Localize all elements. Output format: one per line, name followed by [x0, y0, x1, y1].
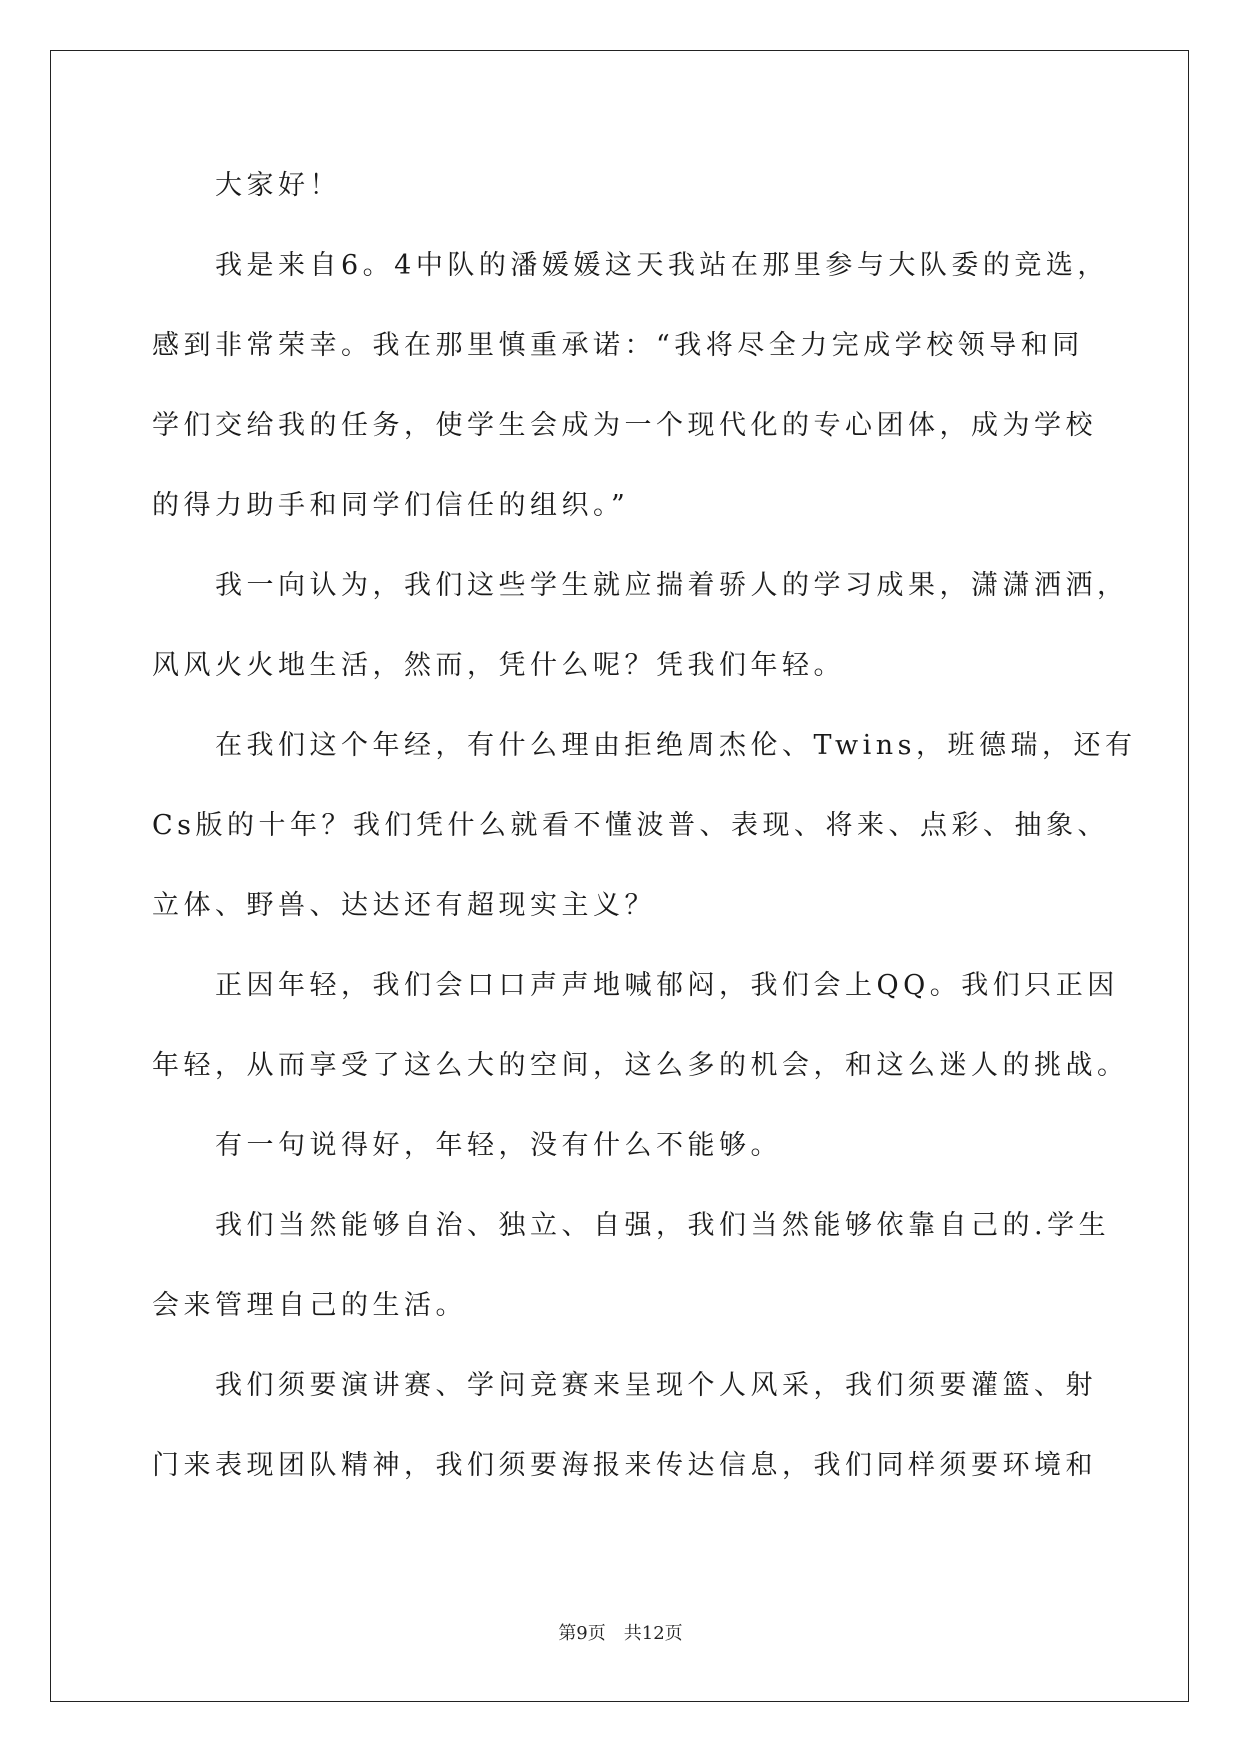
text-line: 风风火火地生活，然而，凭什么呢？凭我们年轻。	[152, 650, 845, 681]
text-line: 有一句说得好，年轻，没有什么不能够。	[152, 1130, 782, 1161]
text-line: 的得力助手和同学们信任的组织。”	[152, 490, 630, 521]
text-line: 我们须要演讲赛、学问竞赛来呈现个人风采，我们须要灌篮、射	[152, 1370, 1097, 1401]
text-line: 我是来自6。4中队的潘媛媛这天我站在那里参与大队委的竞选，	[152, 250, 1109, 281]
text-line: 我一向认为，我们这些学生就应揣着骄人的学习成果，潇潇洒洒，	[152, 570, 1129, 601]
page-total: 共12页	[623, 1623, 683, 1644]
text-line: 立体、野兽、达达还有超现实主义？	[152, 890, 656, 921]
text-line: 感到非常荣幸。我在那里慎重承诺：“我将尽全力完成学校领导和同	[152, 330, 1084, 361]
text-line: 门来表现团队精神，我们须要海报来传达信息，我们同样须要环境和	[152, 1450, 1097, 1481]
text-line: Cs版的十年？我们凭什么就看不懂波普、表现、将来、点彩、抽象、	[152, 810, 1110, 841]
text-line: 我们当然能够自治、独立、自强，我们当然能够依靠自己的.学生	[152, 1210, 1111, 1241]
text-line: 会来管理自己的生活。	[152, 1290, 467, 1321]
page-footer	[0, 1622, 1241, 1646]
text-line: 学们交给我的任务，使学生会成为一个现代化的专心团体，成为学校	[152, 410, 1097, 441]
page-number: 第9页	[558, 1623, 606, 1644]
text-line: 年轻，从而享受了这么大的空间，这么多的机会，和这么迷人的挑战。	[152, 1050, 1129, 1081]
text-line: 正因年轻，我们会口口声声地喊郁闷，我们会上QQ。我们只正因	[152, 970, 1119, 1001]
text-line: 大家好！	[152, 170, 341, 201]
text-line: 在我们这个年经，有什么理由拒绝周杰伦、Twins，班德瑞，还有	[152, 730, 1137, 761]
